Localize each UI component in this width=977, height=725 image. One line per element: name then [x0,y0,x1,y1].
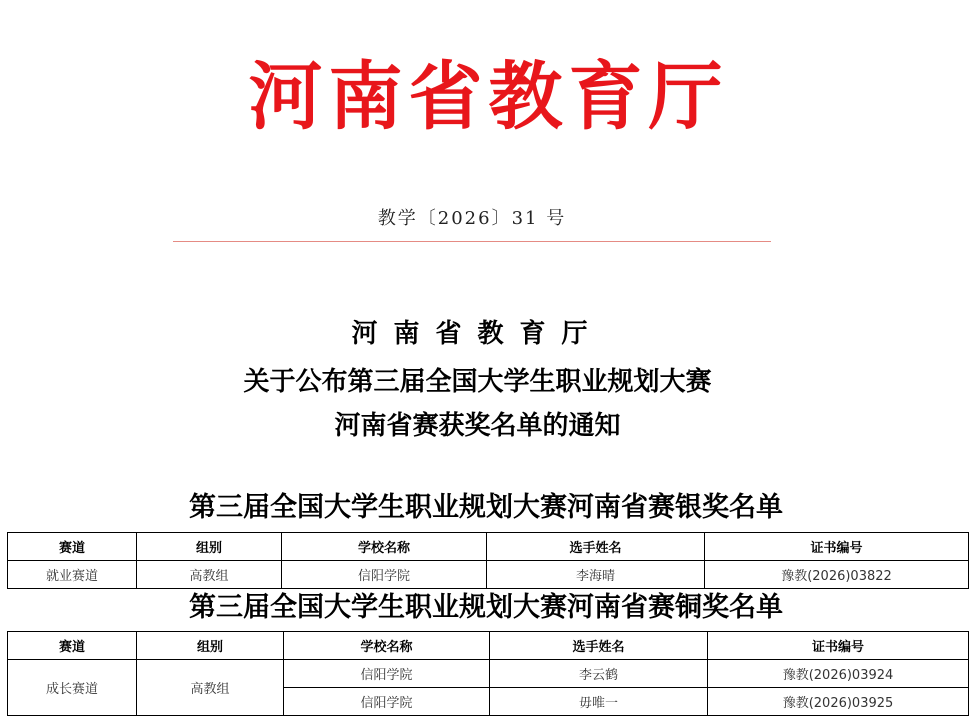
cell-track: 成长赛道 [8,660,137,716]
silver-award-heading: 第三届全国大学生职业规划大赛河南省赛银奖名单 [189,492,783,523]
column-header-track: 赛道 [8,632,137,660]
table-row [8,660,969,688]
cell-school: 信阳学院 [284,660,490,688]
cell-cert: 豫教(2026)03925 [708,688,969,716]
cell-cert: 豫教(2026)03822 [705,561,969,589]
column-header-school: 学校名称 [282,533,487,561]
cell-group: 高教组 [137,561,282,589]
cell-name: 李云鹤 [490,660,708,688]
column-header-group: 组别 [137,533,282,561]
column-header-school: 学校名称 [284,632,490,660]
cell-name: 毋唯一 [490,688,708,716]
table-header-row [8,533,969,561]
column-header-cert: 证书编号 [705,533,969,561]
bronze-award-heading: 第三届全国大学生职业规划大赛河南省赛铜奖名单 [189,592,783,623]
cell-school: 信阳学院 [284,688,490,716]
bronze-award-table [7,631,969,716]
cell-school: 信阳学院 [282,561,487,589]
silver-award-table [7,532,969,589]
column-header-cert: 证书编号 [708,632,969,660]
table-row [8,561,969,589]
red-divider-line [173,241,771,242]
column-header-group: 组别 [137,632,284,660]
column-header-name: 选手姓名 [487,533,705,561]
cell-cert: 豫教(2026)03924 [708,660,969,688]
masthead-title: 河南省教育厅 [248,54,729,140]
cell-name: 李海晴 [487,561,705,589]
notice-title-line-3: 河南省赛获奖名单的通知 [334,411,621,441]
column-header-track: 赛道 [8,533,137,561]
cell-track: 就业赛道 [8,561,137,589]
notice-title-issuer: 河南省教育厅 [351,319,604,349]
notice-title-line-2: 关于公布第三届全国大学生职业规划大赛 [243,367,712,397]
document-number: 教学〔2026〕31 号 [377,208,567,229]
cell-group: 高教组 [137,660,284,716]
column-header-name: 选手姓名 [490,632,708,660]
table-header-row [8,632,969,660]
